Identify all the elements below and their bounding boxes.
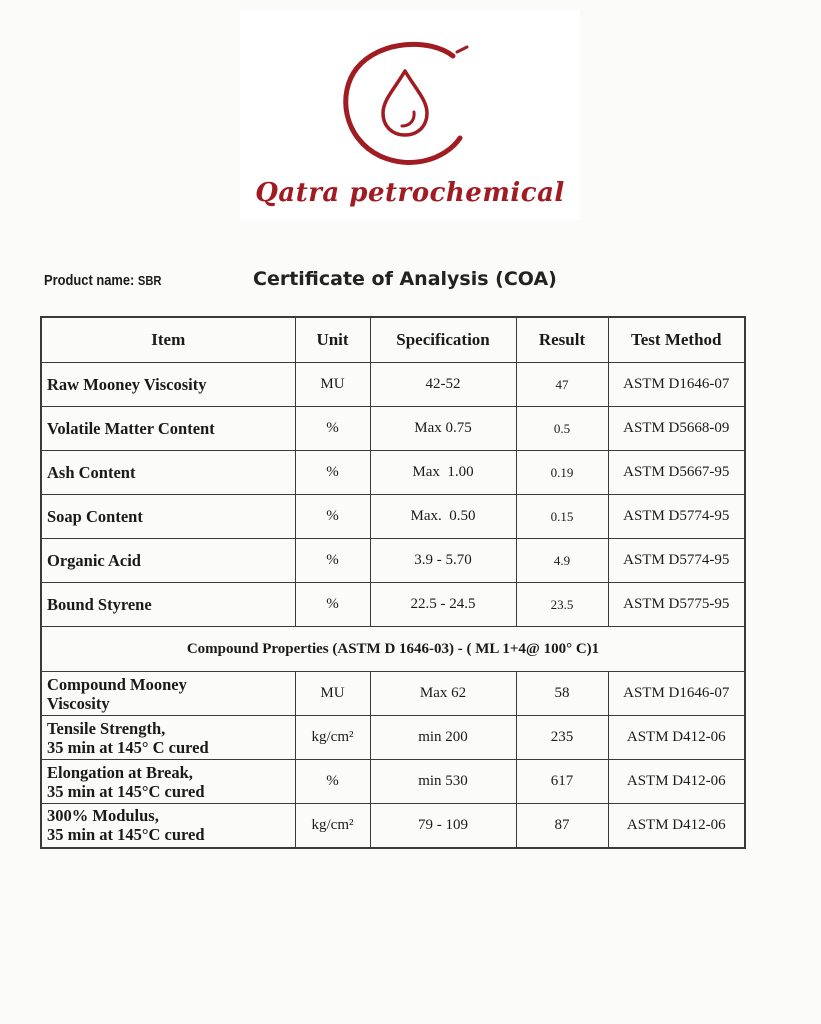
unit-cell: % <box>295 539 370 583</box>
method-cell: ASTM D5775-95 <box>608 583 745 627</box>
item-cell: Bound Styrene <box>41 583 295 627</box>
method-cell: ASTM D412-06 <box>608 716 745 760</box>
unit-cell: MU <box>295 672 370 716</box>
product-name-value: SBR <box>137 273 162 288</box>
column-header-specification: Specification <box>370 317 516 363</box>
item-cell: Volatile Matter Content <box>41 407 295 451</box>
method-cell: ASTM D5774-95 <box>608 495 745 539</box>
coa-table <box>40 316 746 849</box>
column-header-result: Result <box>516 317 608 363</box>
spec-cell: 3.9 - 5.70 <box>370 539 516 583</box>
item-cell <box>41 716 295 760</box>
document-title: Certificate of Analysis (COA) <box>253 268 557 290</box>
brand-name: Qatra petrochemical <box>255 178 565 208</box>
item-line-1: 300% Modulus, <box>47 806 159 826</box>
item-line-2: 35 min at 145°C cured <box>47 781 205 801</box>
item-line-1: Compound Mooney <box>47 674 187 694</box>
result-cell: 58 <box>516 672 608 716</box>
result-cell: 0.19 <box>516 451 608 495</box>
section-heading: Compound Properties (ASTM D 1646-03) - ( ML 1+4@ 100° C)1 <box>41 627 745 672</box>
item-line-1: Tensile Strength, <box>47 718 166 738</box>
item-cell <box>41 672 295 716</box>
unit-cell: % <box>295 583 370 627</box>
table-row <box>41 716 745 760</box>
spec-cell: min 200 <box>370 716 516 760</box>
spec-cell: Max 62 <box>370 672 516 716</box>
logo-area <box>240 10 580 220</box>
product-name-label: Product name: <box>44 272 135 289</box>
unit-cell: % <box>295 451 370 495</box>
unit-cell: kg/cm² <box>295 716 370 760</box>
spec-cell: 42-52 <box>370 363 516 407</box>
result-cell: 23.5 <box>516 583 608 627</box>
method-cell: ASTM D5668-09 <box>608 407 745 451</box>
table-row <box>41 451 745 495</box>
table-row <box>41 804 745 848</box>
item-cell <box>41 804 295 848</box>
column-header-unit: Unit <box>295 317 370 363</box>
item-line-2: 35 min at 145°C cured <box>47 825 205 845</box>
unit-cell: % <box>295 407 370 451</box>
table-row <box>41 363 745 407</box>
result-cell: 617 <box>516 760 608 804</box>
product-name <box>44 272 162 289</box>
spec-cell: Max. 0.50 <box>370 495 516 539</box>
item-cell <box>41 760 295 804</box>
table-row <box>41 672 745 716</box>
table-row <box>41 495 745 539</box>
method-cell: ASTM D5774-95 <box>608 539 745 583</box>
section-row <box>41 627 745 672</box>
method-cell: ASTM D5667-95 <box>608 451 745 495</box>
unit-cell: % <box>295 495 370 539</box>
method-cell: ASTM D412-06 <box>608 760 745 804</box>
table-header-row <box>41 317 745 363</box>
spec-cell: Max 1.00 <box>370 451 516 495</box>
method-cell: ASTM D412-06 <box>608 804 745 848</box>
result-cell: 47 <box>516 363 608 407</box>
spec-cell: Max 0.75 <box>370 407 516 451</box>
column-header-item: Item <box>41 317 295 363</box>
spec-cell: 79 - 109 <box>370 804 516 848</box>
method-cell: ASTM D1646-07 <box>608 672 745 716</box>
column-header-test-method: Test Method <box>608 317 745 363</box>
result-cell: 0.15 <box>516 495 608 539</box>
item-cell: Ash Content <box>41 451 295 495</box>
item-cell: Soap Content <box>41 495 295 539</box>
table-row <box>41 760 745 804</box>
spec-cell: 22.5 - 24.5 <box>370 583 516 627</box>
table-row <box>41 539 745 583</box>
result-cell: 87 <box>516 804 608 848</box>
drop-in-circle-logo-icon <box>335 38 485 173</box>
item-line-1: Elongation at Break, <box>47 762 193 782</box>
table-row <box>41 583 745 627</box>
unit-cell: kg/cm² <box>295 804 370 848</box>
unit-cell: MU <box>295 363 370 407</box>
result-cell: 4.9 <box>516 539 608 583</box>
item-line-2: Viscosity <box>47 693 110 713</box>
table-row <box>41 407 745 451</box>
unit-cell: % <box>295 760 370 804</box>
result-cell: 0.5 <box>516 407 608 451</box>
result-cell: 235 <box>516 716 608 760</box>
spec-cell: min 530 <box>370 760 516 804</box>
item-cell: Raw Mooney Viscosity <box>41 363 295 407</box>
method-cell: ASTM D1646-07 <box>608 363 745 407</box>
item-line-2: 35 min at 145° C cured <box>47 737 209 757</box>
item-cell: Organic Acid <box>41 539 295 583</box>
